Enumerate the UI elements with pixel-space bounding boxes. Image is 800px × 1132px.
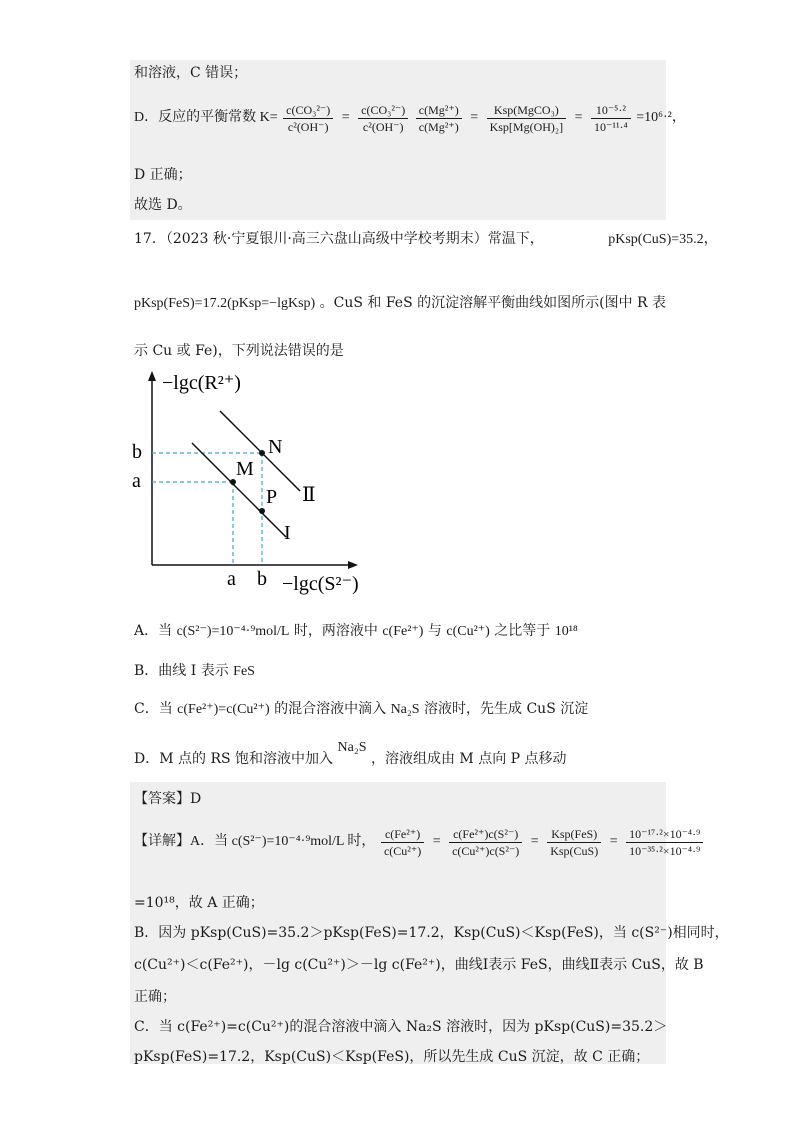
option-c bbox=[134, 698, 588, 721]
y-axis-arrow-icon bbox=[148, 371, 156, 381]
solubility-curve-figure bbox=[130, 365, 370, 595]
point-m-label: M bbox=[236, 458, 254, 480]
answer-b-1: B．因为 pKsp(CuS)=35.2＞pKsp(FeS)=17.2，Ksp(CuS)＜Ksp(FeS)，当 c(S²⁻)相同时， bbox=[134, 925, 729, 941]
option-b bbox=[134, 660, 255, 683]
option-b-prefix: B．曲线 I 表示 bbox=[134, 663, 229, 679]
k-f4-num: 10⁻⁵·² bbox=[591, 102, 631, 119]
k-f3-den: Ksp[Mg(OH)₂] bbox=[489, 119, 564, 134]
option-c-end: 溶液时，先生成 CuS 沉淀 bbox=[424, 701, 589, 717]
curve-1-label: I bbox=[284, 522, 291, 544]
k-f2a-den: c²(OH⁻) bbox=[362, 119, 404, 134]
k-fraction-4 bbox=[591, 102, 631, 135]
detail-f1-den: c(Cu²⁺) bbox=[383, 843, 422, 858]
eq-sign: = bbox=[470, 110, 479, 125]
option-d-na2s: Na₂S bbox=[337, 740, 367, 755]
q17-intro: 17．（2023 秋·宁夏银川·高三六盘山高级中学校考期末）常温下， bbox=[134, 231, 544, 247]
point-p-marker bbox=[259, 508, 265, 514]
option-a-value: 10¹⁸ bbox=[554, 624, 578, 639]
detail-f1-num: c(Fe²⁺) bbox=[381, 826, 424, 843]
y-tick-a: a bbox=[132, 470, 141, 492]
answer-c-1: C．当 c(Fe²⁺)=c(Cu²⁺)的混合溶液中滴入 Na₂S 溶液时，因为 pKsp(CuS)=35.2＞ bbox=[134, 1019, 668, 1035]
answer-b-2: c(Cu²⁺)＜c(Fe²⁺)，－lg c(Cu²⁺)＞－lg c(Fe²⁺)，曲线Ⅰ表示 FeS，曲线Ⅱ表示 CuS，故 B bbox=[134, 957, 704, 973]
eq-sign: = bbox=[530, 834, 539, 849]
prev-choose: 故选 D。 bbox=[134, 197, 192, 213]
k-fraction-2b bbox=[416, 102, 462, 135]
option-a-fe: c(Fe²⁺) bbox=[382, 624, 424, 639]
k-trail: ， bbox=[671, 110, 686, 126]
q17-intro-line bbox=[134, 228, 718, 251]
answer-c-2: pKsp(FeS)=17.2，Ksp(CuS)＜Ksp(FeS)，所以先生成 CuS 沉淀，故 C 正确； bbox=[134, 1049, 650, 1065]
option-c-mid: 的混合溶液中滴入 bbox=[274, 701, 387, 717]
detail-frac-1 bbox=[381, 826, 424, 859]
q17-line-2 bbox=[134, 292, 666, 315]
option-c-condition: c(Fe²⁺)=c(Cu²⁺) bbox=[177, 702, 270, 717]
q17-comma: ， bbox=[703, 231, 718, 247]
detail-f4-den: 10⁻³⁵·²×10⁻⁴·⁹ bbox=[629, 843, 701, 858]
option-a-prefix: A．当 bbox=[134, 623, 173, 639]
option-a-condition: c(S²⁻)=10⁻⁴·⁹mol/L bbox=[176, 624, 290, 639]
curve-2-label: Ⅱ bbox=[302, 484, 316, 506]
k-f4-den: 10⁻¹¹·⁴ bbox=[594, 119, 628, 134]
option-a-mid: 时，两溶液中 bbox=[293, 623, 378, 639]
option-c-na2s: Na₂S bbox=[390, 702, 420, 717]
option-d-end: ，溶液组成由 M 点向 P 点移动 bbox=[370, 751, 567, 767]
option-a bbox=[134, 620, 578, 643]
point-p-label: P bbox=[266, 486, 278, 508]
answer-detail-a bbox=[134, 820, 705, 864]
x-tick-a: a bbox=[227, 568, 236, 590]
answer-a-result: =10¹⁸，故 A 正确； bbox=[134, 895, 264, 911]
option-d bbox=[134, 740, 567, 771]
option-a-end: 之比等于 bbox=[494, 623, 551, 639]
k-f2b-num: c(Mg²⁺) bbox=[416, 102, 462, 119]
k-fraction-2a bbox=[358, 102, 408, 135]
q17-line-3: 示 Cu 或 Fe)，下列说法错误的是 bbox=[134, 343, 344, 359]
k-f1-den: c²(OH⁻) bbox=[287, 119, 329, 134]
pksp-cus: pKsp(CuS)=35.2 bbox=[608, 232, 704, 247]
detail-frac-3 bbox=[547, 826, 601, 859]
detail-f3-num: Ksp(FeS) bbox=[547, 826, 601, 843]
detail-f3-den: Ksp(CuS) bbox=[550, 843, 599, 858]
detail-f2-den: c(Cu²⁺)c(S²⁻) bbox=[452, 843, 520, 858]
option-b-value: FeS bbox=[233, 664, 255, 679]
k-f2b-den: c(Mg²⁺) bbox=[418, 119, 459, 134]
y-tick-b: b bbox=[132, 441, 142, 463]
k-fraction-3 bbox=[487, 102, 567, 135]
option-a-cu: c(Cu²⁺) bbox=[446, 624, 490, 639]
y-axis-label: −lgc(R²⁺) bbox=[162, 372, 241, 394]
point-n-label: N bbox=[268, 436, 283, 458]
x-axis-label: −lgc(S²⁻) bbox=[282, 573, 359, 595]
k-f2a-num: c(CO₃²⁻) bbox=[358, 102, 408, 119]
option-c-prefix: C．当 bbox=[134, 701, 173, 717]
point-n-marker bbox=[259, 450, 265, 456]
k-fraction-1 bbox=[283, 102, 333, 135]
k-result: =10⁶·² bbox=[636, 110, 672, 126]
k-f1-num: c(CO₃²⁻) bbox=[283, 102, 333, 119]
eq-sign: = bbox=[432, 834, 441, 849]
answer-b-3: 正确； bbox=[134, 989, 176, 1005]
x-axis-arrow-icon bbox=[348, 561, 358, 569]
detail-frac-4 bbox=[626, 826, 703, 859]
option-a-with: 与 bbox=[427, 623, 442, 639]
prev-line-1: 和溶液，C 错误； bbox=[134, 65, 248, 81]
detail-f2-num: c(Fe²⁺)c(S²⁻) bbox=[449, 826, 522, 843]
eq-sign: = bbox=[609, 834, 618, 849]
eq-sign: = bbox=[574, 110, 583, 125]
q17-line2-rest: 。CuS 和 FeS 的沉淀溶解平衡曲线如图所示(图中 R 表 bbox=[319, 295, 667, 311]
k-symbol: K= bbox=[259, 110, 278, 126]
prev-line-d bbox=[134, 96, 686, 140]
k-f3-num: Ksp(MgCO₃) bbox=[487, 102, 567, 119]
option-d-prefix: D．M 点的 RS 饱和溶液中加入 bbox=[134, 751, 334, 767]
x-tick-b: b bbox=[257, 568, 267, 590]
detail-f4-num: 10⁻¹⁷·²×10⁻⁴·⁹ bbox=[626, 826, 703, 843]
prev-d-correct: D 正确； bbox=[134, 167, 192, 183]
prev-d-prefix: D．反应的平衡常数 bbox=[134, 110, 257, 126]
answer-label: 【答案】D bbox=[134, 791, 202, 807]
detail-frac-2 bbox=[449, 826, 522, 859]
eq-sign: = bbox=[341, 110, 350, 125]
pksp-fes: pKsp(FeS)=17.2(pKsp=−lgKsp) bbox=[134, 296, 316, 311]
detail-a-prefix: 【详解】A．当 c(S²⁻)=10⁻⁴·⁹mol/L 时， bbox=[134, 834, 376, 850]
